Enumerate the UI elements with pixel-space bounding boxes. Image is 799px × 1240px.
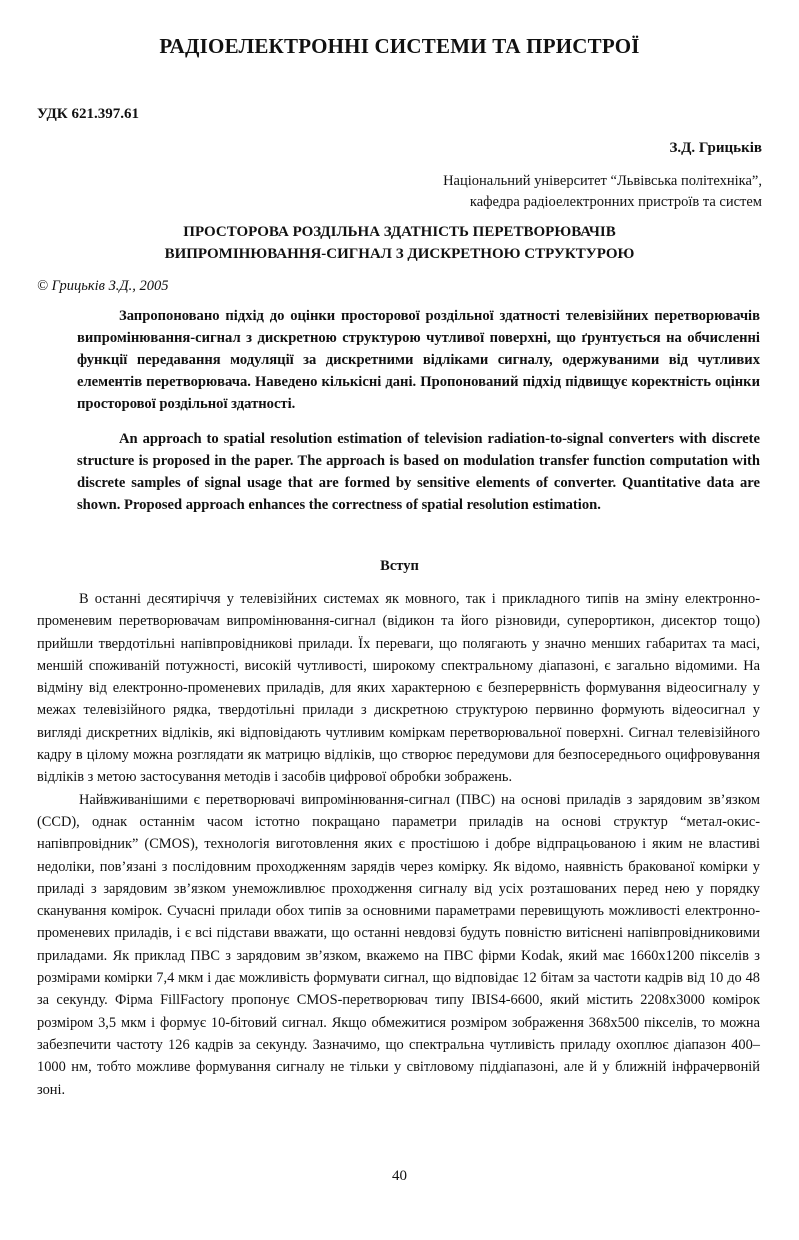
author-affiliation [262,171,762,213]
article-title-line-1: ПРОСТОРОВА РОЗДІЛЬНА ЗДАТНІСТЬ ПЕРЕТВОРЮВАЧІВ [183,224,616,240]
page-number: 40 [392,1168,407,1184]
intro-body [37,588,760,1101]
journal-section-title: РАДІОЕЛЕКТРОННІ СИСТЕМИ ТА ПРИСТРОЇ [159,34,640,58]
udk-code: УДК 621.397.61 [37,106,139,122]
abstract-english [77,428,760,516]
intro-paragraph-2: Найвживанішими є перетворювачі випромінювання-сигнал (ПВС) на основі приладів з зарядовим зв’язком (CCD), однак останнім часом істотно покращано параметри приладів на основі структур “метал-окис-напівпровідник” (CMOS), технологія виготовлення яких є простішою і добре відпрацьованою і яким не властиві недоліки, пов’язані з послідовним проходженням зарядів через комірку. Як відомо, наявність бракованої комірки у приладі з зарядовим зв’язком унеможливлює проходження сигналу від усіх розташованих перед нею у порядку сканування комірок. Сучасні прилади обох типів за основними параметрами перевищують можливості електронно-променевих приладів, і є всі підстави вважати, що останні невдовзі будуть повністю витіснені напівпровідниковими приладами. Як приклад ПВС з зарядовим зв’язком, вкажемо на ПВС фірми Kodak, який має 1660x1200 пікселів з розмірами комірки 7,4 мкм і дає можливість формувати сигнал, що відповідає 12 бітам за частоти кадрів від 10 до 48 за секунду. Фірма FillFactory пропонує CMOS-перетворювач типу IBIS4-6600, який містить 2208x3000 комірок розміром 3,5 мкм і формує 10-бітовий сигнал. Якщо обмежитися розміром зображення 368x500 пікселів, то можна забезпечити частоту 126 кадрів за секунду. Зазначимо, що спектральна чутливість приладу охоплює діапазон 400–1000 нм, тобто можливе формування сигналу не тільки у світловому піддіапазоні, але й у ближній інфрачервоній зоні. [37,791,760,1098]
abstract-ukrainian-text: Запропоновано підхід до оцінки просторової роздільної здатності телевізійних перетворювачів випромінювання-сигнал з дискретною структурою чутливої поверхні, що ґрунтується на обчисленні функції передавання модуляції за дискретними відліками сигналу, одержуваними від чутливих елементів перетворювача. Наведено кількісні дані. Пропонований підхід підвищує коректність оцінки просторової роздільної здатності. [77,308,760,412]
affiliation-line-university: Національний університет “Львівська політехніка”, [443,173,762,189]
affiliation-line-department: кафедра радіоелектронних пристроїв та систем [469,194,762,210]
article-title-line-2: ВИПРОМІНЮВАННЯ-СИГНАЛ З ДИСКРЕТНОЮ СТРУКТУРОЮ [164,246,635,262]
article-title [60,221,739,265]
copyright-notice: © Грицьків З.Д., 2005 [37,278,169,294]
intro-paragraph-1: В останні десятиріччя у телевізійних системах як мовного, так і прикладного типів на зміну електронно-променевим перетворювачам випромінювання-сигнал (відикон та його різновиди, суперортикон, дисектор тощо) прийшли твердотільні напівпровідникові прилади. Їх переваги, що полягають у значно менших габаритах та масі, меншій споживаній потужності, високій чутливості, широкому спектральному діапазоні, є загально відомими. На відміну від електронно-променевих приладів, для яких характерною є безперервність формування відеосигналу у межах телевізійного рядка, твердотільні прилади з дискретною структурою первинно формують відеосигнал у вигляді дискретних відліків, які відповідають чутливим коміркам перетворювальної поверхні. Сигнал телевізійного кадру в цілому можна розглядати як матрицю відліків, що створює передумови для безпосереднього оцифровування відліків з метою застосування методів і засобів цифрової обробки зображень. [37,591,760,786]
abstract-english-text: An approach to spatial resolution estimation of television radiation-to-signal converters with discrete structure is proposed in the paper. The approach is based on modulation transfer function computation with discrete samples of signal usage that are formed by sensitive elements of converter. Quantitative data are shown. Proposed approach enhances the correctness of spatial resolution estimation. [77,431,760,513]
abstract-ukrainian [77,305,760,415]
intro-heading: Вступ [380,558,419,574]
author-name: З.Д. Грицьків [669,140,762,156]
